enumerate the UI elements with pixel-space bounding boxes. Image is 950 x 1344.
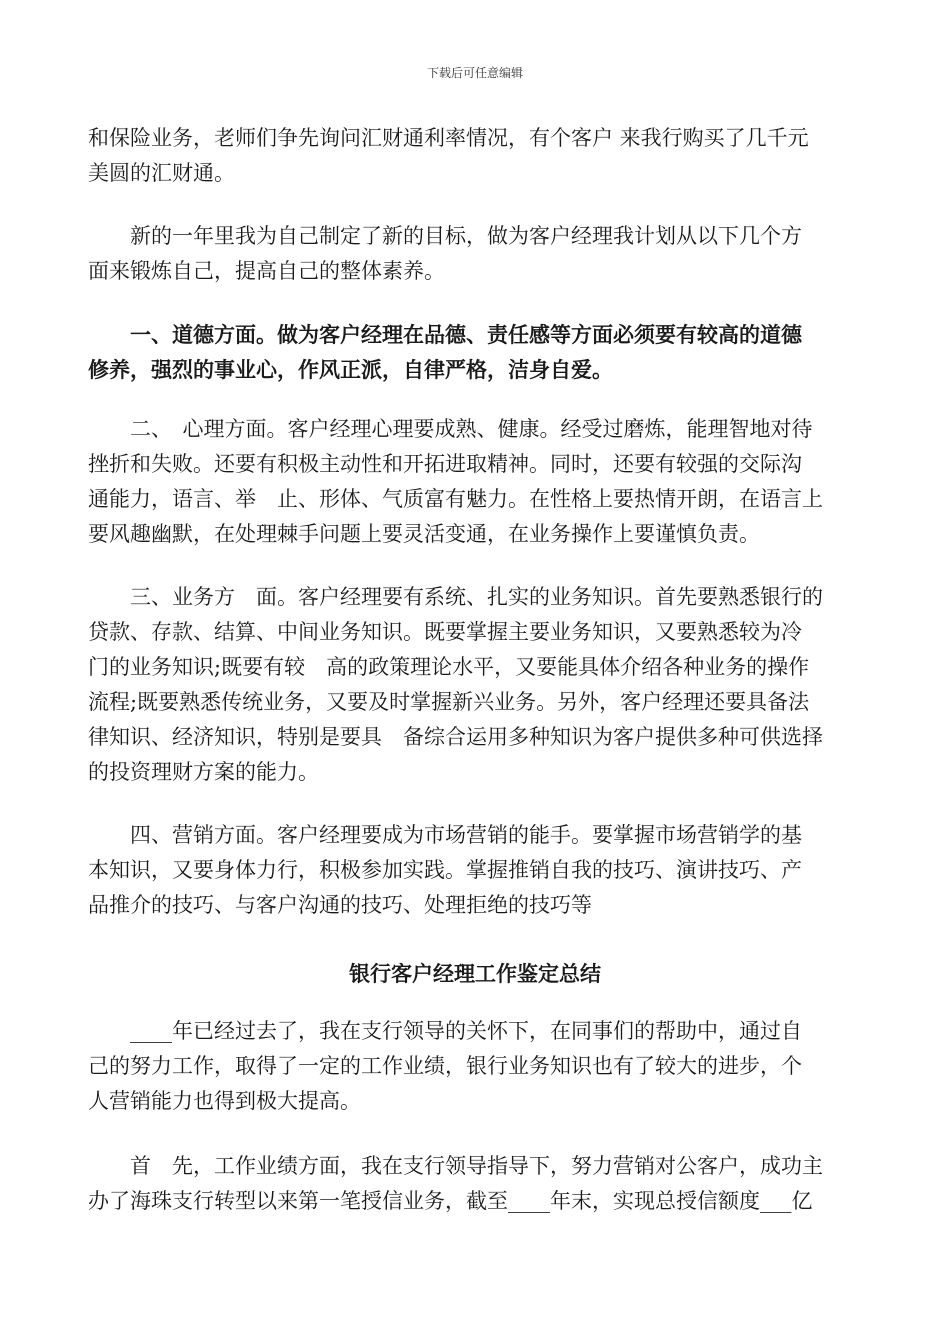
paragraph-business	[88, 580, 863, 790]
text-line: 本知识，又要身体力行，积极参加实践。掌握推销自我的技巧、演讲技巧、产	[88, 858, 802, 882]
section-title: 银行客户经理工作鉴定总结	[349, 961, 601, 986]
paragraph-psychology	[88, 412, 863, 552]
text-line: 人营销能力也得到极大提高。	[88, 1089, 361, 1113]
text-line: 己的努力工作，取得了一定的工作业绩，银行业务知识也有了较大的进步，个	[88, 1054, 802, 1078]
paragraph-performance	[88, 1149, 863, 1219]
text-line: 要风趣幽默，在处理棘手问题上要灵活变通，在业务操作上要谨慎负责。	[88, 522, 760, 546]
text-line: 的投资理财方案的能力。	[88, 760, 319, 784]
text-line: 通能力，语言、举 止、形体、气质富有魅力。在性格上要热情开朗，在语言上	[88, 487, 823, 511]
text-line: 修养，强烈的事业心，作风正派，自律严格，洁身自爱。	[88, 357, 613, 382]
text-line: ____年已经过去了，我在支行领导的关怀下，在同事们的帮助中，通过自	[88, 1019, 802, 1043]
text-line: 二、 心理方面。客户经理心理要成熟、健康。经受过磨炼，能理智地对待	[88, 417, 813, 441]
paragraph-ethics	[88, 317, 863, 387]
text-line: 贷款、存款、结算、中间业务知识。既要掌握主要业务知识，又要熟悉较为冷	[88, 620, 802, 644]
page-header: 下载后可任意编辑	[426, 66, 523, 80]
paragraph-marketing	[88, 818, 863, 923]
text-line: 一、道德方面。做为客户经理在品德、责任感等方面必须要有较高的道德	[88, 322, 802, 347]
text-line: 美圆的汇财通。	[88, 161, 235, 185]
paragraph-summary-intro	[88, 1014, 863, 1119]
text-line: 新的一年里我为自己制定了新的目标，做为客户经理我计划从以下几个方	[88, 224, 802, 248]
text-line: 办了海珠支行转型以来第一笔授信业务，截至____年末，实现总授信额度___亿	[88, 1189, 813, 1213]
text-line: 和保险业务，老师们争先询问汇财通利率情况，有个客户 来我行购买了几千元	[88, 126, 809, 150]
text-line: 门的业务知识;既要有较 高的政策理论水平，又要能具体介绍各种业务的操作	[88, 655, 810, 679]
text-line: 品推介的技巧、与客户沟通的技巧、处理拒绝的技巧等	[88, 893, 592, 917]
text-line: 挫折和失败。还要有积极主动性和开拓进取精神。同时，还要有较强的交际沟	[88, 452, 802, 476]
text-line: 流程;既要熟悉传统业务，又要及时掌握新兴业务。另外，客户经理还要具备法	[88, 690, 810, 714]
paragraph-1	[88, 121, 863, 191]
text-line: 首 先，工作业绩方面，我在支行领导指导下，努力营销对公客户，成功主	[88, 1154, 823, 1178]
text-line: 面来锻炼自己，提高自己的整体素养。	[88, 259, 445, 283]
text-line: 四、营销方面。客户经理要成为市场营销的能手。要掌握市场营销学的基	[88, 823, 802, 847]
text-line: 三、业务方 面。客户经理要有系统、扎实的业务知识。首先要熟悉银行的	[88, 585, 823, 609]
paragraph-2	[88, 219, 863, 289]
text-line: 律知识、经济知识，特别是要具 备综合运用多种知识为客户提供多种可供选择	[88, 725, 823, 749]
